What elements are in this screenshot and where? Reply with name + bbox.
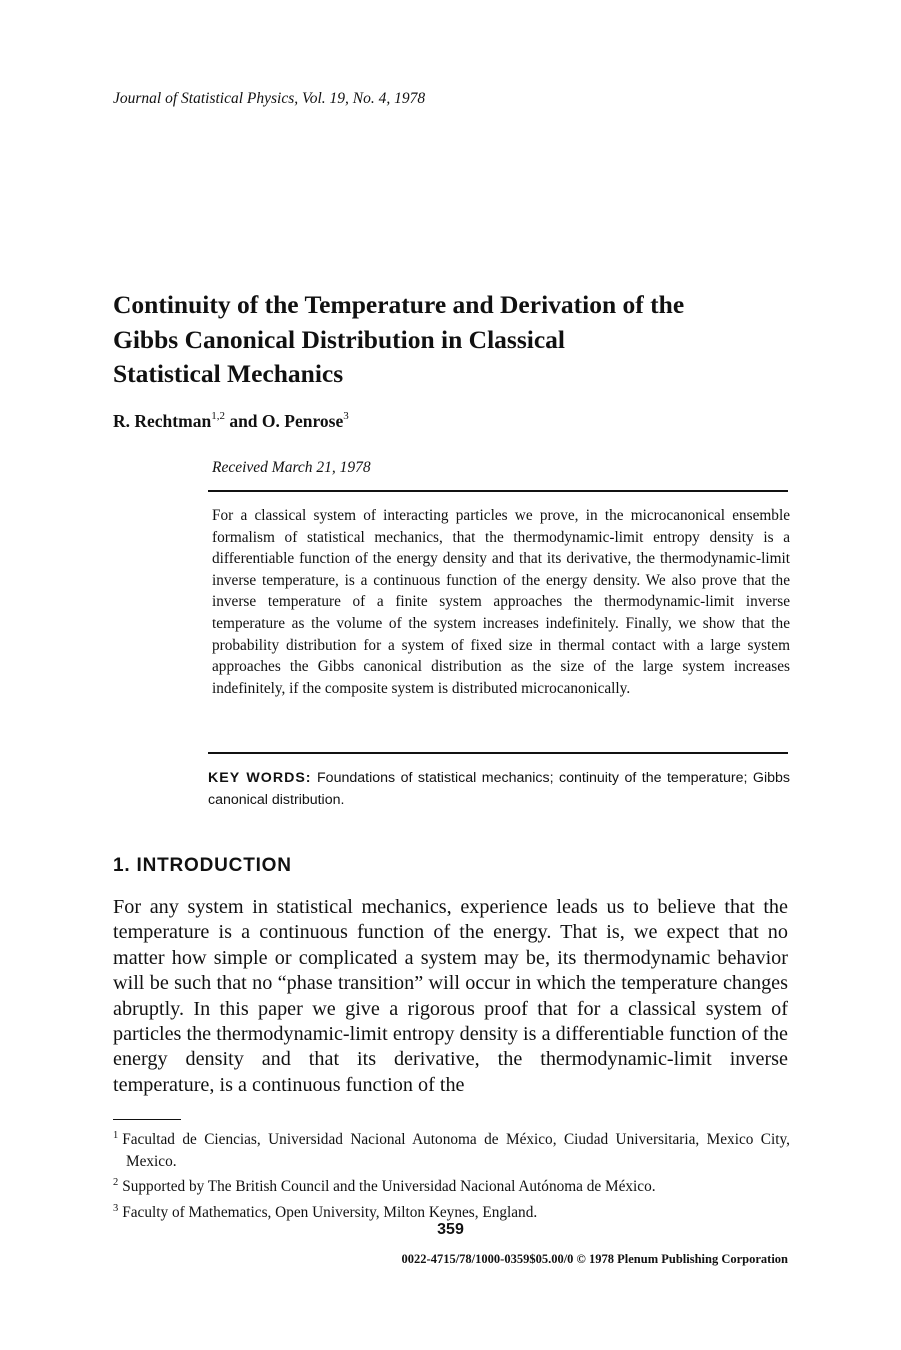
author-conjunction: and: [229, 411, 258, 431]
page-number: 359: [437, 1221, 464, 1238]
introduction-text: For any system in statistical mechanics, experience leads us to believe that the temperature is a continuous function of the energy. That is, we expect that no matter how simple or complicated a system may be, its thermodynamic behavior will be such that no “phase transition” will occur in which the temperature changes abruptly. In this paper we give a rigorous proof that for a classical system of particles the thermodynamic-limit entropy density is a differentiable function of the energy density and that its derivative, the thermodynamic-limit inverse temperature, is a continuous function of the: [113, 896, 788, 1096]
title-line: Continuity of the Temperature and Derivation of the: [113, 290, 685, 319]
keywords-label: KEY WORDS:: [208, 770, 312, 786]
author-name: O. Penrose: [261, 411, 344, 431]
received-date: Received March 21, 1978: [212, 459, 371, 476]
footnote-rule: [113, 1119, 181, 1120]
footnote-mark: 3: [113, 1202, 119, 1214]
copyright-line: 0022-4715/78/1000-0359$05.00/0 © 1978 Plenum Publishing Corporation: [401, 1252, 788, 1266]
abstract: For a classical system of interacting particles we prove, in the microcanonical ensemble formalism of statistical mechanics, that the thermodynamic-limit entropy density is a differentiable function of the energy density and that its derivative, the thermodynamic-limit inverse temperature, is a continuous function of the energy density. We also prove that the inverse temperature of a finite system approaches the thermodynamic-limit inverse temperature as the volume of the system increases indefinitely. Finally, we show that the probability distribution for a system of fixed size in thermal contact with a large system approaches the Gibbs canonical distribution as the size of the large system increases indefinitely, if the composite system is distributed microcanonically.: [212, 507, 790, 697]
title-line: Gibbs Canonical Distribution in Classical: [113, 324, 566, 354]
affiliation-marks: 1,2: [211, 410, 225, 423]
section-heading: 1. INTRODUCTION: [113, 855, 292, 876]
footnote: [113, 1172, 790, 1198]
footnote-text: Facultad de Ciencias, Universidad Nacional Autonoma de México, Ciudad Universitaria, Mexico City, Mexico.: [122, 1131, 790, 1170]
footnote-text: Faculty of Mathematics, Open University, Milton Keynes, England.: [122, 1203, 538, 1221]
affiliation-marks: 3: [343, 410, 349, 423]
footnote-mark: 1: [113, 1130, 119, 1141]
footnote-mark: 2: [113, 1177, 119, 1189]
footnotes: [113, 1125, 790, 1223]
journal-header: Journal of Statistical Physics, Vol. 19, No. 4, 1978: [113, 90, 426, 107]
keywords-text: Foundations of statistical mechanics; continuity of the temperature; Gibbs canonical distribution.: [208, 770, 790, 808]
keywords: [208, 767, 790, 811]
abstract-bottom-rule: [208, 752, 788, 754]
footnote: [113, 1198, 790, 1224]
title-line: Statistical Mechanics: [113, 359, 344, 388]
author-line: [113, 411, 349, 432]
footnote-text: Supported by The British Council and the Universidad Nacional Autónoma de México.: [122, 1178, 656, 1196]
abstract-top-rule: [208, 490, 788, 492]
author-name: R. Rechtman: [113, 411, 212, 431]
footnote: [113, 1125, 790, 1172]
paper-title: [113, 288, 803, 392]
